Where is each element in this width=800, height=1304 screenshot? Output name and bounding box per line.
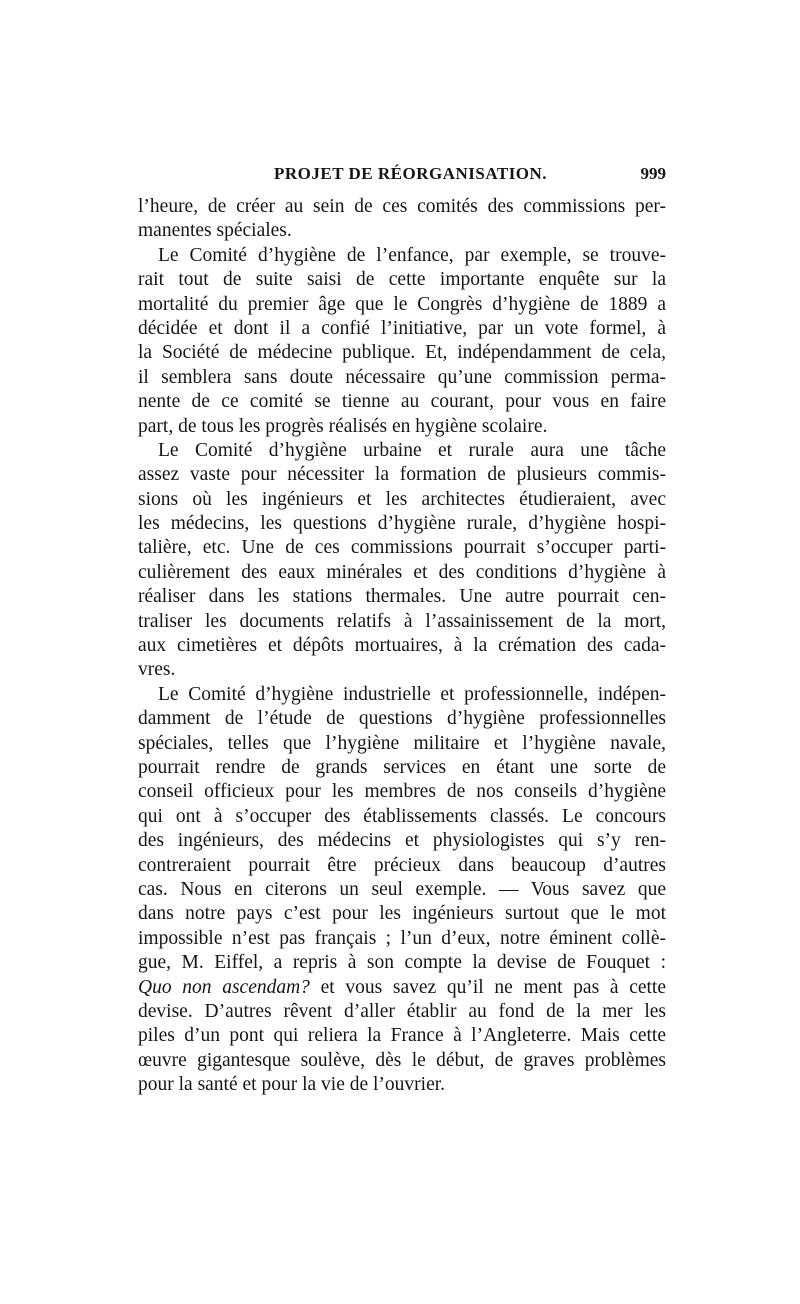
text-line	[138, 610, 666, 634]
text-line	[138, 756, 666, 780]
line-text: traliser les documents relatifs à l’assainissement de la mort,	[138, 610, 666, 632]
line-text: pourrait rendre de grands services en étant une sorte de	[138, 756, 666, 778]
line-text: décidée et dont il a confié l’initiative, par un vote formel, à	[138, 317, 666, 339]
text-line	[138, 976, 666, 1000]
line-text: talière, etc. Une de ces commissions pourrait s’occuper parti-	[138, 537, 666, 559]
line-text: contreraient pourrait être précieux dans beaucoup d’autres	[138, 854, 666, 876]
line-text: aux cimetières et dépôts mortuaires, à la crémation des cada-	[138, 635, 666, 657]
text-line	[138, 829, 666, 853]
text-line	[138, 585, 666, 609]
text-line	[138, 439, 666, 463]
text-line	[138, 1000, 666, 1024]
line-text: nente de ce comité se tienne au courant, pour vous en faire	[138, 391, 666, 413]
text-line	[138, 1024, 666, 1048]
text-line	[138, 854, 666, 878]
italic-phrase: Quo non ascendam?	[138, 976, 310, 998]
text-line	[138, 219, 666, 243]
text-line	[138, 293, 666, 317]
text-line	[138, 463, 666, 487]
text-line	[138, 512, 666, 536]
line-text: des ingénieurs, des médecins et physiologistes qui s’y ren-	[138, 830, 666, 852]
line-text: mortalité du premier âge que le Congrès d’hygiène de 1889 a	[138, 293, 666, 315]
line-text: dans notre pays c’est pour les ingénieurs surtout que le mot	[138, 903, 666, 925]
text-line	[138, 732, 666, 756]
line-text: la Société de médecine publique. Et, indépendamment de cela,	[138, 342, 666, 364]
text-line	[138, 1049, 666, 1073]
line-text: culièrement des eaux minérales et des conditions d’hygiène à	[138, 561, 666, 583]
page-number: 999	[640, 164, 666, 183]
text-line	[138, 268, 666, 292]
line-text: Le Comité d’hygiène urbaine et rurale aura une tâche	[158, 439, 666, 461]
text-line	[138, 805, 666, 829]
line-text: réaliser dans les stations thermales. Une autre pourrait cen-	[138, 586, 666, 608]
text-line	[138, 927, 666, 951]
line-text: rait tout de suite saisi de cette importante enquête sur la	[138, 269, 666, 291]
text-line	[138, 683, 666, 707]
text-line	[138, 902, 666, 926]
text-line	[138, 195, 666, 219]
line-text: assez vaste pour nécessiter la formation de plusieurs commis-	[138, 464, 666, 486]
line-text: qui ont à s’occuper des établissements classés. Le concours	[138, 805, 666, 827]
line-text: œuvre gigantesque soulève, dès le début, de graves problèmes	[138, 1049, 666, 1071]
text-line	[138, 244, 666, 268]
line-text: les médecins, les questions d’hygiène rurale, d’hygiène hospi-	[138, 513, 666, 535]
running-head	[138, 164, 666, 188]
line-text: cas. Nous en citerons un seul exemple. — Vous savez que	[138, 878, 666, 900]
text-line	[138, 366, 666, 390]
text-line	[138, 341, 666, 365]
line-text: sions où les ingénieurs et les architectes étudieraient, avec	[138, 488, 666, 510]
line-text: conseil officieux pour les membres de nos conseils d’hygiène	[138, 781, 666, 803]
text-line	[138, 561, 666, 585]
text-line	[138, 415, 666, 439]
body-text	[138, 195, 666, 1097]
text-line	[138, 658, 666, 682]
running-title: PROJET DE RÉORGANISATION.	[274, 164, 548, 183]
line-text: damment de l’étude de questions d’hygiène professionnelles	[138, 708, 666, 730]
line-text: spéciales, telles que l’hygiène militaire et l’hygiène navale,	[138, 732, 666, 754]
text-line	[138, 951, 666, 975]
line-text: piles d’un pont qui reliera la France à l’Angleterre. Mais cette	[138, 1025, 666, 1047]
line-text: vres.	[138, 659, 176, 681]
line-text: Le Comité d’hygiène industrielle et professionnelle, indépen-	[158, 683, 666, 705]
line-text: manentes spéciales.	[138, 220, 292, 242]
text-line	[138, 780, 666, 804]
text-line	[138, 1073, 666, 1097]
text-line	[138, 317, 666, 341]
text-line	[138, 707, 666, 731]
line-text: gue, M. Eiffel, a repris à son compte la devise de Fouquet :	[138, 952, 666, 974]
line-text: il semblera sans doute nécessaire qu’une commission perma-	[138, 366, 666, 388]
line-text: Le Comité d’hygiène de l’enfance, par exemple, se trouve-	[158, 244, 666, 266]
text-line	[138, 536, 666, 560]
line-text: part, de tous les progrès réalisés en hygiène scolaire.	[138, 415, 548, 437]
line-text: devise. D’autres rêvent d’aller établir au fond de la mer les	[138, 1000, 666, 1022]
text-line	[138, 390, 666, 414]
text-line	[138, 634, 666, 658]
line-text: l’heure, de créer au sein de ces comités des commissions per-	[138, 196, 666, 217]
line-text: et vous savez qu’il ne ment pas à cette	[309, 976, 666, 998]
text-line	[138, 488, 666, 512]
line-text: pour la santé et pour la vie de l’ouvrier.	[138, 1074, 446, 1096]
line-text: impossible n’est pas français ; l’un d’eux, notre éminent collè-	[138, 927, 666, 949]
text-line	[138, 878, 666, 902]
